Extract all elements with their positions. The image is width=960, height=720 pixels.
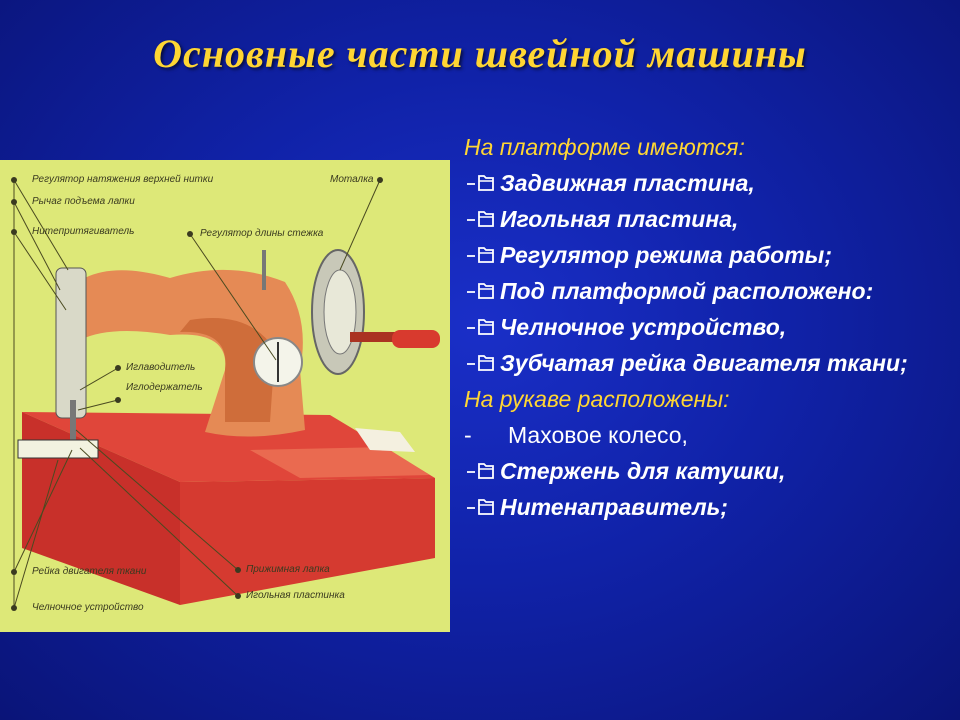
folder-bullet-icon: [466, 318, 494, 338]
list-item-text: Под платформой расположено:: [500, 278, 874, 304]
list-item: [464, 205, 954, 233]
sewing-machine-diagram: [0, 160, 450, 632]
folder-bullet-icon: [466, 462, 494, 482]
list-heading: На рукаве расположены:: [464, 386, 730, 412]
list-item-text: Регулятор режима работы;: [500, 242, 832, 268]
folder-bullet-icon: [466, 498, 494, 518]
list-item-text: Стержень для катушки,: [500, 458, 786, 484]
label-shuttle-device: Челночное устройство: [32, 602, 144, 613]
list-item: [464, 241, 954, 269]
list-item-text: Зубчатая рейка двигателя ткани;: [500, 350, 908, 376]
label-feed-dog: Рейка двигателя ткани: [32, 566, 147, 577]
list-item: [464, 457, 954, 485]
list-item-text: Задвижная пластина,: [500, 170, 755, 196]
list-item: [464, 349, 954, 377]
label-needle-bar: Иглаводитель: [126, 362, 196, 373]
folder-bullet-icon: [466, 174, 494, 194]
label-tension-regulator: Регулятор натяжения верхней нитки: [32, 174, 214, 185]
parts-list: [464, 133, 954, 529]
folder-bullet-icon: [466, 282, 494, 302]
list-item-plain: [464, 421, 954, 449]
label-thread-take-up: Нитепритягиватель: [32, 226, 135, 237]
list-item-text: Нитенаправитель;: [500, 494, 728, 520]
list-item-text: Челночное устройство,: [500, 314, 787, 340]
list-item: [464, 169, 954, 197]
slide-title: Основные части швейной машины: [153, 31, 807, 76]
list-heading: На платформе имеются:: [464, 134, 745, 160]
label-needle-plate: Игольная пластинка: [246, 590, 345, 601]
list-item: [464, 493, 954, 521]
folder-bullet-icon: [466, 246, 494, 266]
dash-marker: -: [464, 422, 472, 448]
label-winder: Моталка: [330, 174, 374, 185]
folder-bullet-icon: [466, 354, 494, 374]
list-item: [464, 277, 954, 305]
list-item-text: Маховое колесо,: [508, 422, 688, 448]
list-item: [464, 313, 954, 341]
label-needle-holder: Иглодержатель: [126, 382, 203, 393]
label-stitch-regulator: Регулятор длины стежка: [200, 228, 324, 239]
folder-bullet-icon: [466, 210, 494, 230]
label-presser-lever: Рычаг подъема лапки: [32, 196, 135, 207]
label-presser-foot: Прижимная лапка: [246, 564, 330, 575]
list-item-text: Игольная пластина,: [500, 206, 739, 232]
